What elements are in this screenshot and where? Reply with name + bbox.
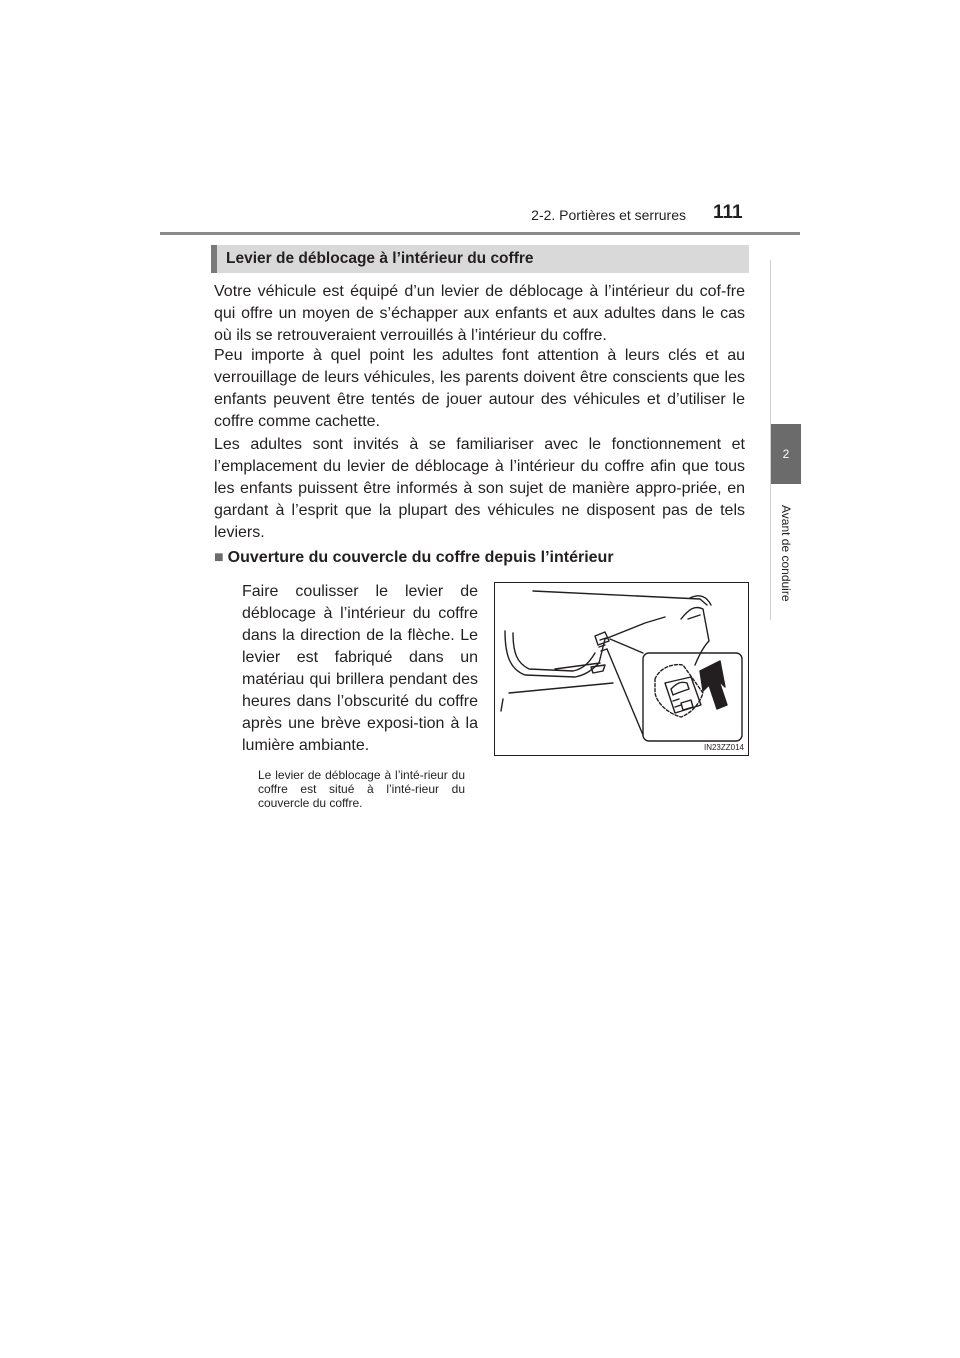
square-bullet-icon: ■ (214, 549, 224, 566)
paragraph-2: Peu importe à quel point les adultes font attention à leurs clés et au verrouillage de leurs véhicules, les parents doivent être conscients que les enfants peuvent être tentés de jouer autour des véhicules et d’utiliser le coffre comme cachette. (214, 347, 745, 430)
header-rule (160, 232, 800, 235)
paragraph-1: Votre véhicule est équipé d’un levier de déblocage à l’intérieur du cof-fre qui offre un moyen de s’échapper aux enfants et aux adultes dans le cas où ils se retrouveraient verrouillés à l’intérieur du coffre. (214, 283, 745, 344)
section-heading (211, 245, 749, 273)
trunk-release-lever-illustration (495, 583, 749, 756)
subsection-heading (214, 549, 614, 567)
page-number: 111 (713, 202, 743, 223)
trunk-release-figure (494, 582, 749, 756)
subsection-body: Faire coulisser le levier de déblocage à l’intérieur du coffre dans la direction de la flèche. Le levier est fabriqué dans un matériau qui brillera pendant des heures dans l’obscurité du coffre après une brève exposi-tion à la lumière ambiante. (242, 583, 478, 754)
chapter-tab-number: 2 (771, 424, 801, 484)
figure-code: IN23ZZ014 (703, 743, 744, 752)
header-section-title: 2-2. Portières et serrures (531, 207, 686, 223)
figure-note: Le levier de déblocage à l’inté-rieur du coffre est situé à l’inté-rieur du couvercle du coffre. (258, 768, 465, 810)
paragraph-3: Les adultes sont invités à se familiariser avec le fonctionnement et l’emplacement du levier de déblocage à l’intérieur du coffre afin que tous les enfants puissent être informés à son sujet de manière appro-priée, en gardant à l’esprit que la plupart des véhicules ne disposent pas de tels leviers. (214, 436, 745, 541)
chapter-tab-label: Avant de conduire (779, 504, 793, 602)
subsection-heading-text: Ouverture du couvercle du coffre depuis l’intérieur (227, 549, 614, 566)
section-heading-text: Levier de déblocage à l’intérieur du coffre (226, 250, 534, 267)
